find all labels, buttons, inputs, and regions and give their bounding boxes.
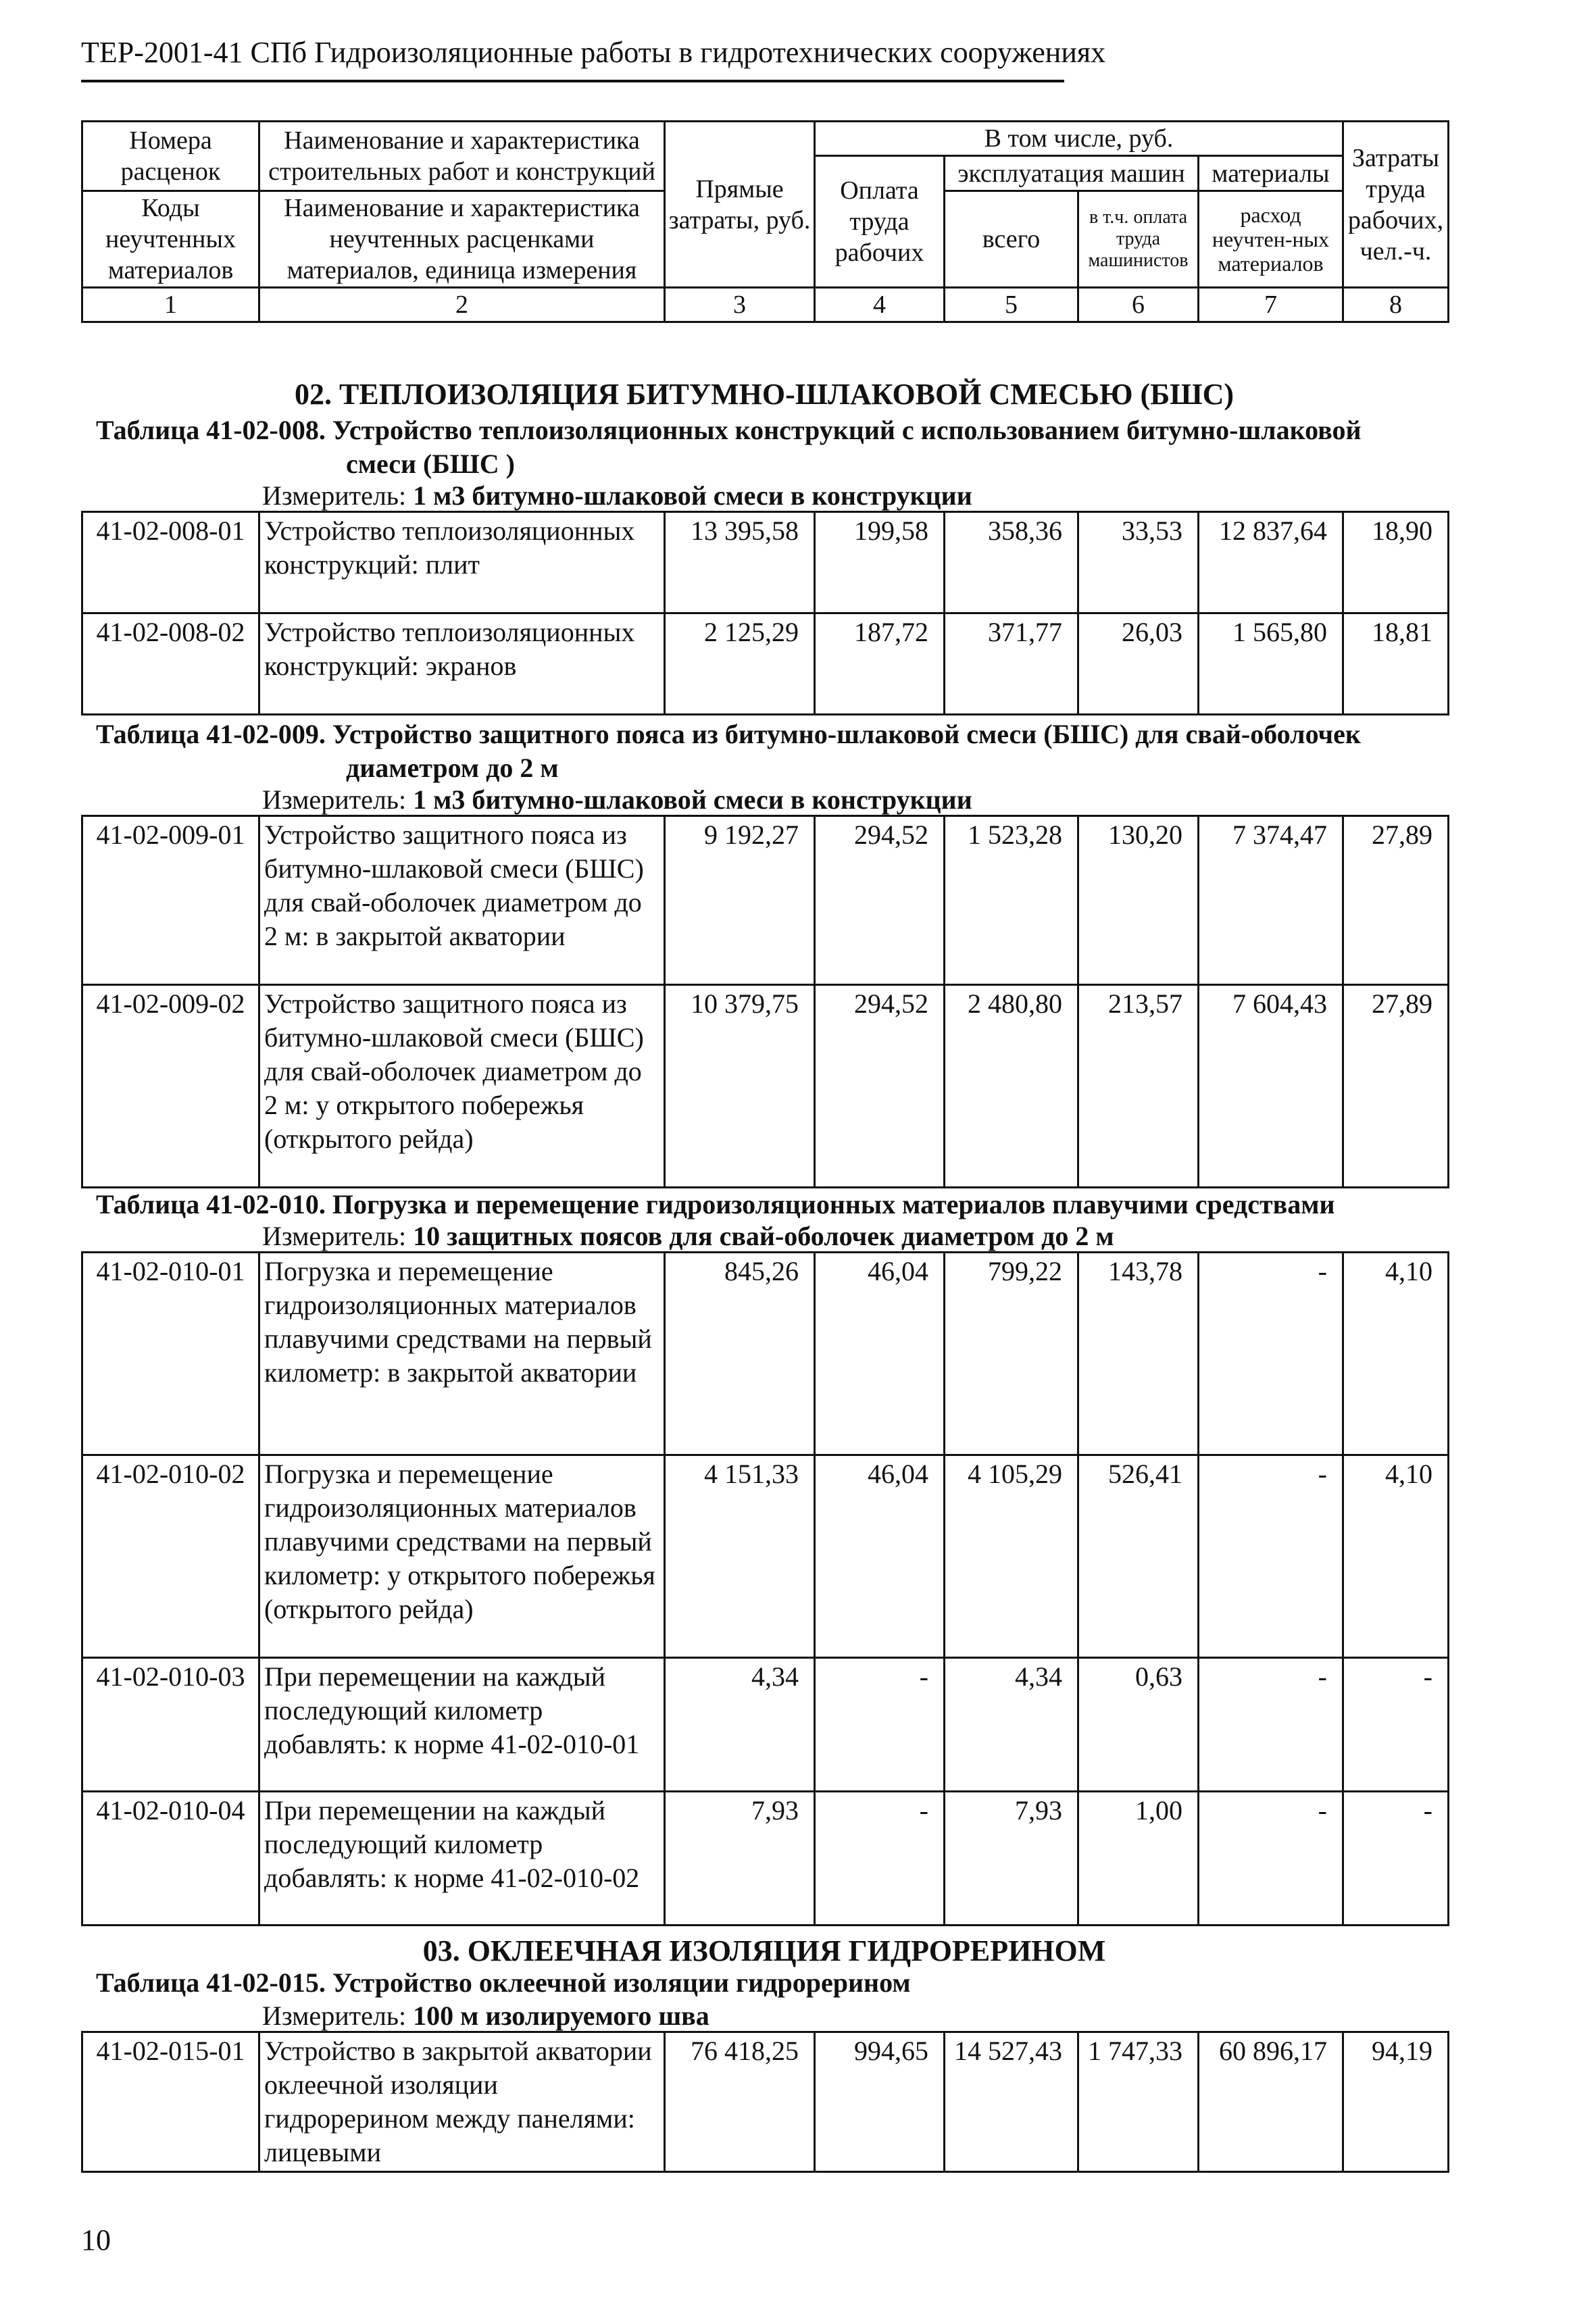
col6-header: в т.ч. оплата труда машинистов [1078,191,1199,288]
materials: 1 565,80 [1199,613,1343,715]
direct-costs: 9 192,27 [665,816,815,985]
machines-total: 799,22 [945,1253,1078,1455]
machines-total: 371,77 [945,613,1078,715]
rate-name: Устройство защитного пояса из битумно-шлаковой смеси (БШС) для свай-оболочек диаметром до 2 м: у открытого побережья (открытого рейда) [259,985,665,1188]
table-row [82,1455,1449,1658]
table-title-008-line1: Таблица 41-02-008. Устройство теплоизоляционных конструкций с использованием битумно-шлаковой [96,415,1362,445]
labor-pay: 294,52 [815,985,945,1188]
table-title-008-line2: смеси (БШС ) [346,449,515,479]
rate-name: Устройство в закрытой акватории оклеечной изоляции гидрорерином между панелями: лицевыми [259,2032,665,2172]
table-row [82,2032,1449,2172]
rate-code: 41-02-009-02 [82,985,259,1188]
table-title-010-line1: Таблица 41-02-010. Погрузка и перемещение гидроизоляционных материалов плавучими средствами [96,1189,1335,1219]
section-heading-02: 02. ТЕПЛОИЗОЛЯЦИЯ БИТУМНО-ШЛАКОВОЙ СМЕСЬЮ (БШС) [294,378,1235,411]
measure-015-label: Измеритель: [262,2001,407,2031]
direct-costs: 2 125,29 [665,613,815,715]
rate-code: 41-02-010-04 [82,1792,259,1926]
rate-code: 41-02-010-03 [82,1658,259,1792]
col4-header: Оплата труда рабочих [815,156,945,288]
column-number-8: 8 [1343,288,1449,322]
column-number-7: 7 [1199,288,1343,322]
rate-name: При перемещении на каждый последующий километр добавлять: к норме 41-02-010-01 [259,1658,665,1792]
table-row [82,1792,1449,1926]
machines-header: эксплуатация машин [945,156,1199,191]
column-number-5: 5 [945,288,1078,322]
machines-total: 14 527,43 [945,2032,1078,2172]
labor-hours: 4,10 [1343,1455,1449,1658]
rate-code: 41-02-010-02 [82,1455,259,1658]
col7-header: расход неучтен-ных материалов [1199,191,1343,288]
labor-hours: - [1343,1658,1449,1792]
machinists-pay: 143,78 [1078,1253,1199,1455]
table-row [82,1253,1449,1455]
labor-hours: 27,89 [1343,985,1449,1188]
labor-pay: 199,58 [815,512,945,613]
col5-header: всего [945,191,1078,288]
materials: 7 604,43 [1199,985,1343,1188]
labor-pay: - [815,1658,945,1792]
table-row [82,816,1449,985]
rates-table-015 [81,2031,1449,2173]
col8-header: Затраты труда рабочих, чел.-ч. [1343,122,1449,288]
rate-code: 41-02-010-01 [82,1253,259,1455]
materials: - [1199,1253,1343,1455]
section-heading-03: 03. ОКЛЕЕЧНАЯ ИЗОЛЯЦИЯ ГИДРОРЕРИНОМ [422,1934,1106,1967]
rates-table-010 [81,1251,1449,1926]
measure-015 [262,2000,709,2032]
machines-total: 2 480,80 [945,985,1078,1188]
measure-009 [262,784,972,815]
materials: 60 896,17 [1199,2032,1343,2172]
col2-header-top: Наименование и характеристика строительных работ и конструкций [259,122,665,191]
group-header: В том числе, руб. [815,122,1343,156]
machines-total: 1 523,28 [945,816,1078,985]
table-title-009-line1: Таблица 41-02-009. Устройство защитного пояса из битумно-шлаковой смеси (БШС) для свай-оболочек [96,719,1361,749]
rate-name: При перемещении на каждый последующий километр добавлять: к норме 41-02-010-02 [259,1792,665,1926]
column-number-1: 1 [82,288,259,322]
table-title-015-line1: Таблица 41-02-015. Устройство оклеечной изоляции гидрорерином [96,1967,911,1998]
labor-pay: 994,65 [815,2032,945,2172]
table-row [82,1658,1449,1792]
materials: - [1199,1455,1343,1658]
machines-total: 358,36 [945,512,1078,613]
rate-name: Устройство теплоизоляционных конструкций: плит [259,512,665,613]
rate-code: 41-02-008-01 [82,512,259,613]
measure-010-value: 10 защитных поясов для свай-оболочек диаметром до 2 м [413,1221,1114,1251]
column-number-3: 3 [665,288,815,322]
table-title-015 [96,1966,1447,2000]
direct-costs: 845,26 [665,1253,815,1455]
table-title-010 [96,1188,1447,1222]
machinists-pay: 130,20 [1078,816,1199,985]
direct-costs: 4,34 [665,1658,815,1792]
column-header-table [81,120,1449,323]
table-title-009 [96,718,1447,785]
table-row [82,985,1449,1188]
machinists-pay: 33,53 [1078,512,1199,613]
machines-total: 4 105,29 [945,1455,1078,1658]
labor-pay: 187,72 [815,613,945,715]
rate-name: Устройство защитного пояса из битумно-шлаковой смеси (БШС) для свай-оболочек диаметром до 2 м: в закрытой акватории [259,816,665,985]
direct-costs: 4 151,33 [665,1455,815,1658]
materials: - [1199,1658,1343,1792]
rates-table-008 [81,511,1449,715]
labor-hours: 18,81 [1343,613,1449,715]
machinists-pay: 213,57 [1078,985,1199,1188]
labor-hours: 94,19 [1343,2032,1449,2172]
col3-header: Прямые затраты, руб. [665,122,815,288]
measure-008 [262,480,972,511]
machinists-pay: 26,03 [1078,613,1199,715]
column-number-4: 4 [815,288,945,322]
col2-header-bottom: Наименование и характеристика неучтенных расценками материалов, единица измерения [259,191,665,288]
rate-name: Погрузка и перемещение гидроизоляционных материалов плавучими средствами на первый километр: в закрытой акватории [259,1253,665,1455]
measure-015-value: 100 м изолируемого шва [413,2001,709,2031]
labor-pay: 294,52 [815,816,945,985]
column-number-6: 6 [1078,288,1199,322]
labor-hours: - [1343,1792,1449,1926]
materials: 7 374,47 [1199,816,1343,985]
table-row [82,613,1449,715]
rate-name: Погрузка и перемещение гидроизоляционных материалов плавучими средствами на первый километр: у открытого побережья (открытого рейда) [259,1455,665,1658]
table-title-009-line2: диаметром до 2 м [346,753,559,783]
col1-header-bottom: Коды неучтенных материалов [82,191,259,288]
measure-008-label: Измеритель: [262,480,407,511]
machinists-pay: 526,41 [1078,1455,1199,1658]
materials: 12 837,64 [1199,512,1343,613]
table-row [82,512,1449,613]
materials: - [1199,1792,1343,1926]
direct-costs: 13 395,58 [665,512,815,613]
labor-pay: - [815,1792,945,1926]
machinists-pay: 1 747,33 [1078,2032,1199,2172]
rate-code: 41-02-015-01 [82,2032,259,2172]
measure-009-value: 1 м3 битумно-шлаковой смеси в конструкции [413,784,972,815]
labor-hours: 18,90 [1343,512,1449,613]
labor-pay: 46,04 [815,1455,945,1658]
materials-header: материалы [1199,156,1343,191]
document-header: ТЕР-2001-41 СПб Гидроизоляционные работы в гидротехнических сооружениях [81,36,1106,69]
column-number-2: 2 [259,288,665,322]
labor-hours: 4,10 [1343,1253,1449,1455]
machinists-pay: 0,63 [1078,1658,1199,1792]
direct-costs: 10 379,75 [665,985,815,1188]
table-title-008 [96,413,1447,481]
direct-costs: 7,93 [665,1792,815,1926]
measure-009-label: Измеритель: [262,784,407,815]
machines-total: 7,93 [945,1792,1078,1926]
machines-total: 4,34 [945,1658,1078,1792]
measure-010 [262,1220,1114,1252]
direct-costs: 76 418,25 [665,2032,815,2172]
measure-010-label: Измеритель: [262,1221,407,1251]
machinists-pay: 1,00 [1078,1792,1199,1926]
rate-code: 41-02-009-01 [82,816,259,985]
labor-pay: 46,04 [815,1253,945,1455]
labor-hours: 27,89 [1343,816,1449,985]
page-number: 10 [81,2223,111,2257]
rate-code: 41-02-008-02 [82,613,259,715]
measure-008-value: 1 м3 битумно-шлаковой смеси в конструкции [413,480,972,511]
rates-table-009 [81,815,1449,1188]
col1-header-top: Номера расценок [82,122,259,191]
rate-name: Устройство теплоизоляционных конструкций: экранов [259,613,665,715]
header-rule [81,80,1064,82]
